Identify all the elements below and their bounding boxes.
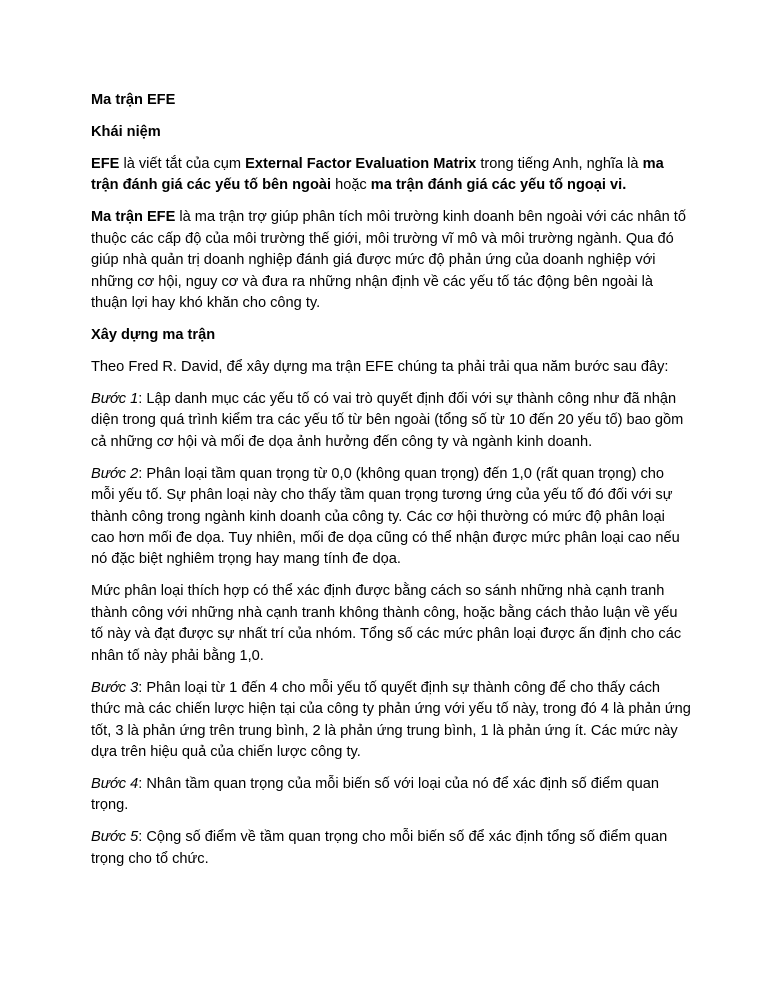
note-paragraph: Mức phân loại thích hợp có thể xác định được bằng cách so sánh những nhà cạnh tranh thành công với những nhà cạnh tranh không thành công, hoặc bằng cách thảo luận về yếu tố này và đạt được sự nhất trí của nhóm. Tổng số các mức phân loại được ấn định cho các nhân tố này phải bằng 1,0. [91, 583, 682, 664]
section-heading-build: Xây dựng ma trận [91, 327, 216, 344]
efe-term: EFE [91, 156, 120, 172]
step-label: Bước 2 [91, 465, 139, 482]
vn-term-1: ma trận đánh giá các yếu tố bên ngoài [91, 156, 664, 194]
step-paragraph-3: Bước 3: Phân loại từ 1 đến 4 cho mỗi yếu tố quyết định sự thành công để cho thấy cách thức mà các chiến lược hiện tại của công ty phản ứng với yếu tố này, trong đó 4 là phản ứng tốt, 3 là phản ứng trên trung bình, 2 là phản ứng trung bình, 1 là phản ứng ít. Các mức này dựa trên hiệu quả của chiến lược công ty. [91, 679, 691, 760]
efe-matrix-term: Ma trận EFE [91, 209, 176, 226]
vn-term-2: ma trận đánh giá các yếu tố ngoại vi. [370, 177, 627, 194]
step-label: Bước 1 [91, 391, 139, 408]
definition-paragraph: EFE là viết tắt của cụm External Factor Evaluation Matrix trong tiếng Anh, nghĩa là ma trận đánh giá các yếu tố bên ngoài hoặc ma trận đánh giá các yếu tố ngoại vi. [91, 156, 664, 194]
description-paragraph: Ma trận EFE là ma trận trợ giúp phân tích môi trường kinh doanh bên ngoài với các nhân tố thuộc các cấp độ của môi trường thế giới, môi trường vĩ mô và môi trường ngành. Qua đó giúp nhà quản trị doanh nghiệp đánh giá được mức độ phản ứng của doanh nghiệp với những cơ hội, nguy cơ và đưa ra những nhận định về các yếu tố tác động bên ngoài là thuận lợi hay khó khăn cho công ty. [91, 209, 686, 312]
step-paragraph-2: Bước 2: Phân loại tầm quan trọng từ 0,0 (không quan trọng) đến 1,0 (rất quan trọng) cho mỗi yếu tố. Sự phân loại này cho thấy tầm quan trọng tương ứng của yếu tố đó đối với sự thành công trong ngành kinh doanh của công ty. Các cơ hội thường có mức độ phân loại cao hơn mối đe dọa. Tuy nhiên, mối đe dọa cũng có thể nhận được mức phân loại cao nếu nó đặc biệt nghiêm trọng hay mang tính đe dọa. [91, 465, 680, 568]
step-label: Bước 4 [91, 775, 139, 792]
step-paragraph-1: Bước 1: Lập danh mục các yếu tố có vai trò quyết định đối với sự thành công như đã nhận diện trong quá trình kiểm tra các yếu tố từ bên ngoài (tổng số từ 10 đến 20 yếu tố) bao gồm cả những cơ hội và mối đe dọa ảnh hưởng đến công ty và ngành kinh doanh. [91, 391, 684, 450]
step-label: Bước 3 [91, 679, 139, 696]
step-label: Bước 5 [91, 829, 139, 846]
document-page [91, 90, 691, 881]
section-heading-concept: Khái niệm [91, 124, 161, 140]
step-paragraph-5: Bước 5: Cộng số điểm về tầm quan trọng cho mỗi biến số để xác định tổng số điểm quan trọng cho tổ chức. [91, 829, 668, 867]
intro-paragraph: Theo Fred R. David, để xây dựng ma trận EFE chúng ta phải trải qua năm bước sau đây: [91, 359, 669, 376]
document-title: Ma trận EFE [91, 92, 176, 108]
efe-full-name: External Factor Evaluation Matrix [245, 156, 477, 172]
step-paragraph-4: Bước 4: Nhân tầm quan trọng của mỗi biến số với loại của nó để xác định số điểm quan trọng. [91, 775, 659, 814]
